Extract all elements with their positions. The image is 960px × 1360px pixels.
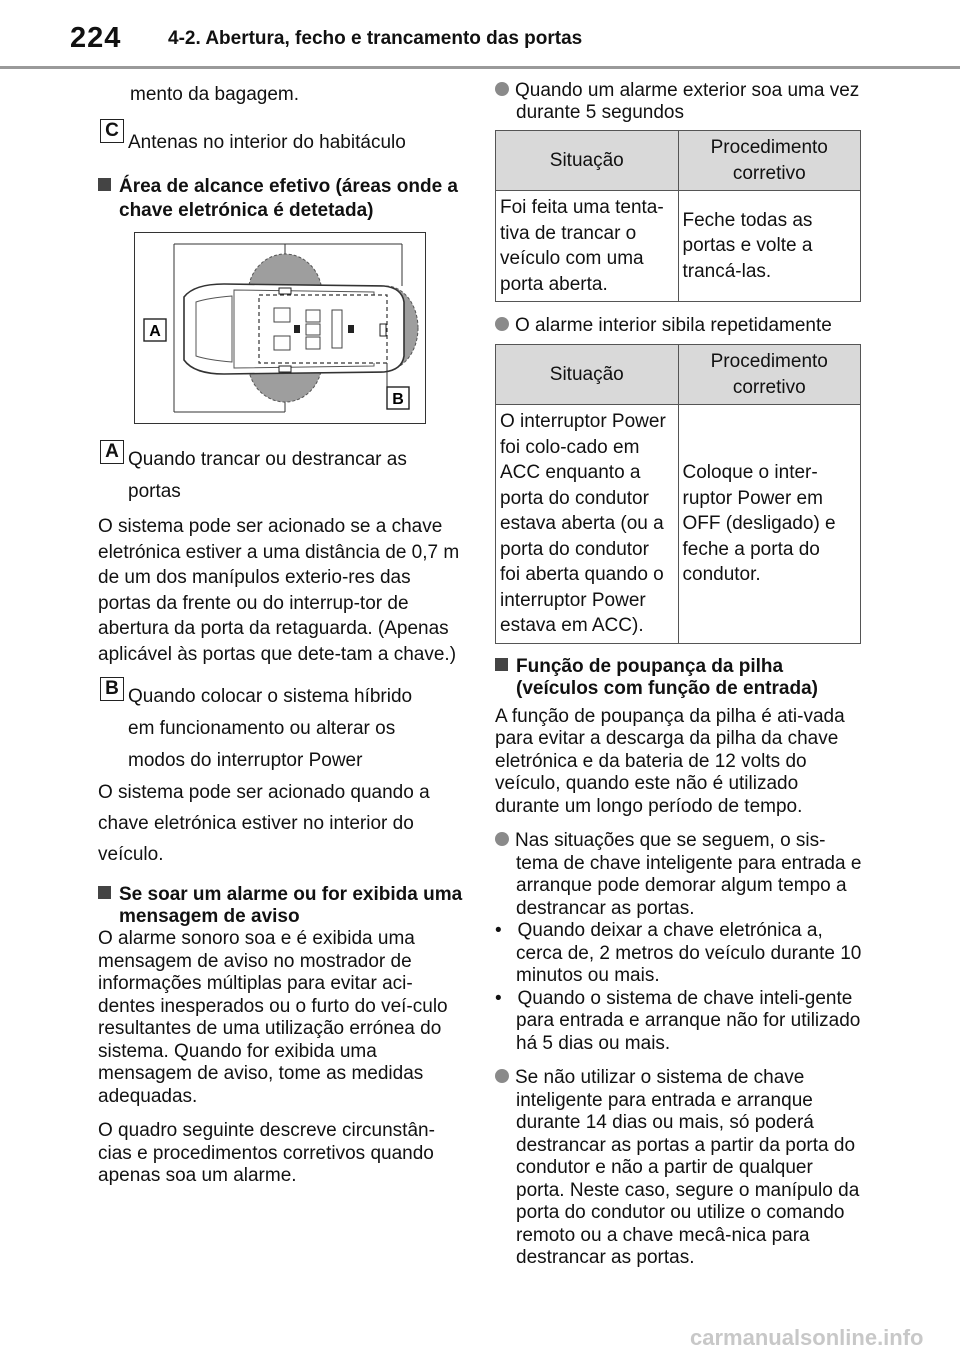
label-a-text-2: portas — [128, 481, 181, 502]
table-interior-alarm — [495, 344, 861, 644]
page-number: 224 — [70, 22, 122, 54]
label-b-body: O sistema pode ser acionado quando a chave eletrónica estiver no interior do veículo. — [98, 782, 430, 865]
label-a-box: A — [100, 440, 124, 464]
round-bullet-icon — [495, 82, 509, 96]
label-a-text-1: Quando trancar ou destrancar as — [128, 449, 407, 470]
label-b-row — [98, 678, 468, 777]
battery-saving-heading: Função de poupança da pilha (veículos com função de entrada) — [495, 656, 863, 700]
battery-saving-body: A função de poupança da pilha é ati-vada para evitar a descarga da pilha da chave eletrónica e da bateria de 12 volts do veículo, quando este não é utilizado durante um longo período de tempo. — [495, 705, 845, 817]
table-header-row — [496, 131, 861, 191]
label-a-row — [98, 441, 468, 508]
header-divider — [0, 66, 960, 69]
round-bullet-icon — [495, 317, 509, 331]
table-header-situation: Situação — [496, 345, 679, 405]
round-bullet-icon — [495, 832, 509, 846]
sub-bullet-item: • Quando deixar a chave eletrónica a, cerca de, 2 metros do veículo durante 10 minutos ou mais. — [495, 920, 862, 986]
square-bullet-icon — [98, 178, 111, 191]
diagram-label-b: B — [392, 391, 404, 408]
left-column — [98, 83, 468, 223]
alarm-body: O alarme sonoro soa e é exibida uma mensagem de aviso no mostrador de informações múltiplas para evitar aci-dentes inesperados ou o furto do veí-culo resultantes de uma utilização errónea do sistema. Quando for exibida uma mensagem de aviso, tome as medidas adequadas. — [98, 928, 448, 1107]
table-cell-procedure: Coloque o inter-ruptor Power em OFF (desligado) e feche a porta do condutor. — [678, 405, 861, 644]
table-row — [496, 405, 861, 644]
label-c-box: C — [100, 119, 124, 143]
key-range-diagram — [134, 232, 426, 424]
table-header-situation: Situação — [496, 131, 679, 191]
left-column-lower — [98, 441, 468, 1188]
label-b-text-3: modos do interruptor Power — [128, 750, 363, 771]
bullet-exterior-alarm: Quando um alarme exterior soa uma vez durante 5 segundos — [495, 80, 863, 124]
square-bullet-icon — [98, 886, 111, 899]
label-b-text-1: Quando colocar o sistema híbrido — [128, 686, 413, 707]
page-header — [0, 0, 960, 60]
alarm-body-2: O quadro seguinte descreve circunstân-cias e procedimentos corretivos quando apenas soa um alarme. — [98, 1120, 435, 1186]
label-c-row — [98, 120, 468, 155]
bullet-interior-alarm: O alarme interior sibila repetidamente — [495, 314, 863, 338]
table-cell-situation: O interruptor Power foi colo-cado em ACC enquanto a porta do condutor estava aberta (ou a porta do condutor foi aberta quando o interruptor Power estava em ACC). — [496, 405, 679, 644]
table-exterior-alarm — [495, 130, 861, 302]
square-bullet-icon — [495, 658, 508, 671]
intro-continuation: mento da bagagem. — [130, 84, 300, 105]
watermark: carmanualsonline.info — [690, 1325, 924, 1350]
sub-bullet-item: • Quando o sistema de chave inteli-gente para entrada e arranque não for utilizado há 5 dias ou mais. — [495, 987, 861, 1054]
table-row — [496, 191, 861, 302]
table-cell-procedure: Feche todas as portas e volte a trancá-las. — [678, 191, 861, 302]
bullet-delay-situations: Nas situações que se seguem, o sis-tema de chave inteligente para entrada e arranque pode demorar algum tempo a destrancar as portas. — [495, 830, 863, 920]
table-header-row — [496, 345, 861, 405]
diagram-label-a: A — [149, 323, 161, 340]
label-a-body: O sistema pode ser acionado se a chave eletrónica estiver a uma distância de 0,7 m de um dos manípulos exterio-res das portas da frente ou do interrup-tor de abertura da porta da retaguarda. (Apenas aplicável às portas que dete-tam a chave.) — [98, 516, 460, 665]
label-b-box: B — [100, 677, 124, 701]
round-bullet-icon — [495, 1069, 509, 1083]
table-cell-situation: Foi feita uma tenta-tiva de trancar o veículo com uma porta aberta. — [496, 191, 679, 302]
table-header-procedure: Procedimento corretivo — [678, 345, 861, 405]
interior-range — [259, 295, 387, 363]
bullet-14-days: Se não utilizar o sistema de chave inteligente para entrada e arranque durante 14 dias ou mais, só poderá destrancar as portas a partir da porta do condutor e não a partir de qualquer porta. Neste caso, segure o manípulo da porta do condutor ou utilize o comando remoto ou a chave mecâ-nica para destrancar as portas. — [495, 1067, 863, 1270]
table-header-procedure: Procedimento corretivo — [678, 131, 861, 191]
range-heading: Área de alcance efetivo (áreas onde a chave eletrónica é detetada) — [98, 175, 468, 223]
label-c-text: Antenas no interior do habitáculo — [128, 132, 406, 153]
label-b-text-2: em funcionamento ou alterar os — [128, 718, 396, 739]
alarm-heading: Se soar um alarme ou for exibida uma mensagem de aviso — [98, 884, 468, 928]
section-title: 4-2. Abertura, fecho e trancamento das portas — [168, 28, 583, 49]
right-column — [495, 80, 863, 1270]
